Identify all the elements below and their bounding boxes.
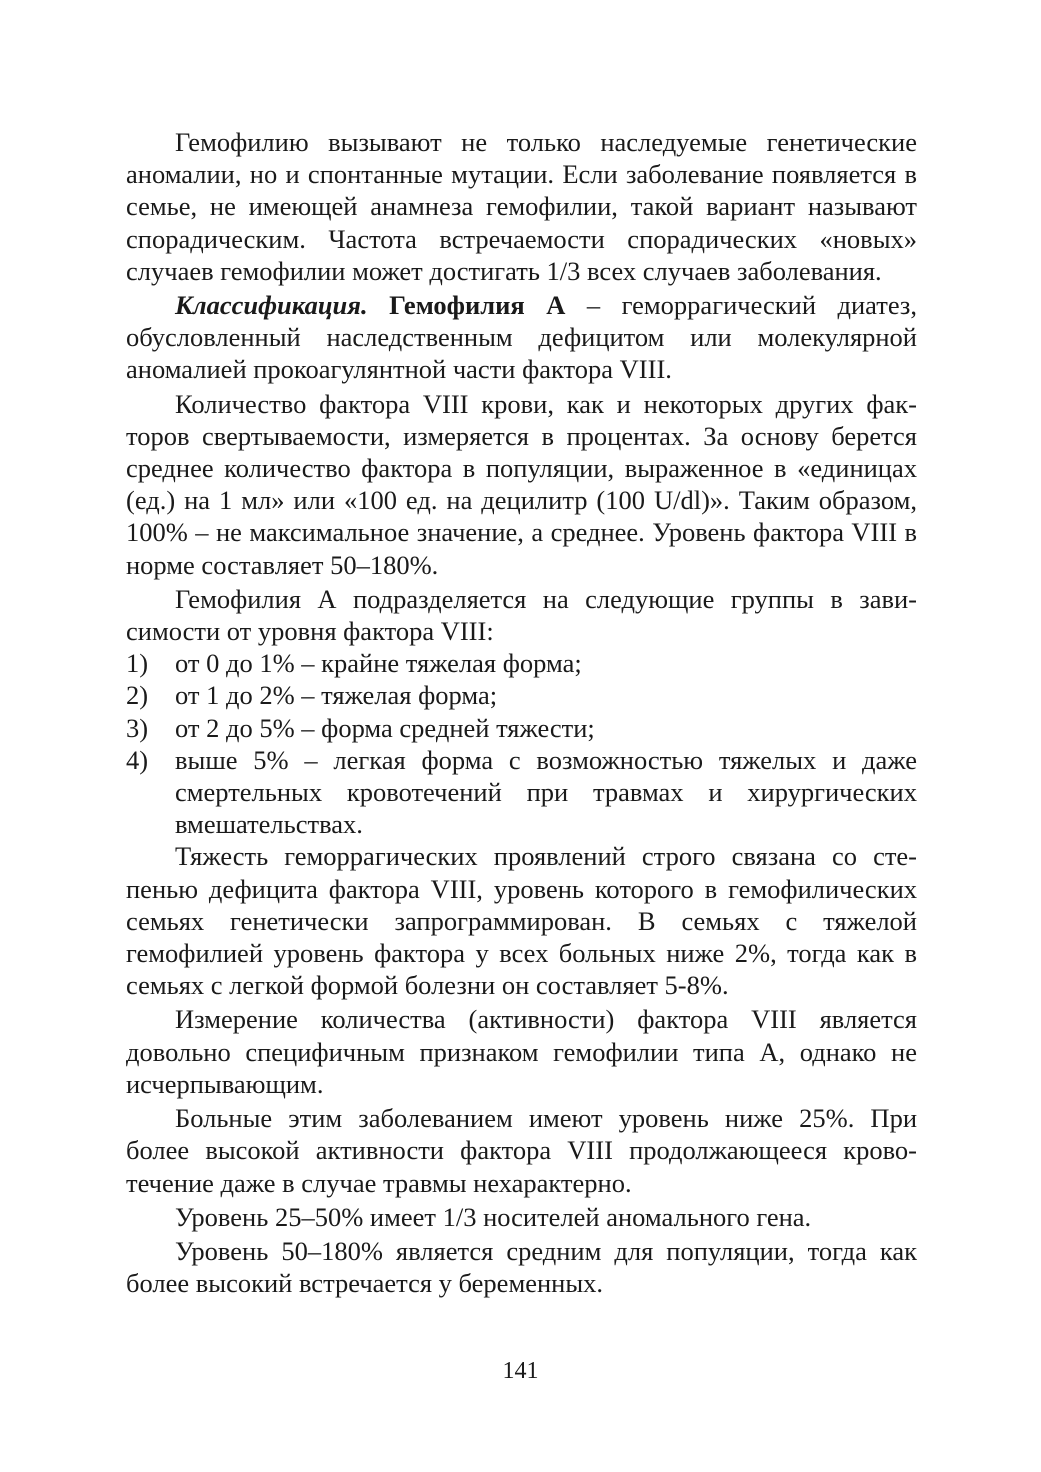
list-item-text: от 2 до 5% – форма средней тяжести; [175,712,595,743]
list-item [126,712,917,744]
list-item-text: от 0 до 1% – крайне тяжелая форма; [175,648,582,679]
classification-heading: Классификация. [175,290,368,321]
paragraph-hemophilia-causes: Гемофилию вызывают не только наследуемые генетические аномалии, но и спонтанные мутации. Если заболевание появляется в семье, не имеющей анамнеза гемофилии, такой вариант называют спорадическим. Частота встречаемости спорадических «новых» случаев гемофилии может достигать 1/3 всех случаев заболевания. [126,127,917,286]
list-item [126,647,917,679]
paragraph-classification [126,289,917,386]
list-item [126,679,917,711]
list-item-number: 1) [126,648,149,679]
page-body [126,126,917,1299]
paragraph-groups-intro: Гемофилия А подразделяется на следующие группы в зависимости от уровня фактора VIII: [126,583,917,647]
classification-definition: – геморрагический диатез, обусловленный наследственным дефицитом или молекулярной аномалией прокоагулянтной части фактора VIII. [126,290,917,385]
paragraph-level-below-25: Больные этим заболеванием имеют уровень ниже 25%. При более высокой активности фактора VIII продолжающееся кровотечение даже в случае травмы нехарактерно. [126,1103,917,1198]
list-item-text: выше 5% – легкая форма с возможностью тяжелых и даже смертельных кровотечений при травмах и хирургических вмешательствах. [175,744,917,840]
paragraph-level-25-50: Уровень 25–50% имеет 1/3 носителей аномального гена. [175,1201,812,1232]
paragraph-level-50-180: Уровень 50–180% является средним для популяции, тогда как более высокий встречается у беременных. [126,1235,917,1299]
classification-term: Гемофилия А [389,290,566,321]
list-item [126,744,917,841]
paragraph-factor-measurement: Количество фактора VIII крови, как и некоторых других факторов свертываемости, измеряется в процентах. За основу берется среднее количество фактора в популяции, выраженное в «единицах (ед.) на 1 мл» или «100 ед. на децилитр (100 U/dl)». Таким образом, 100% – не максимальное значение, а среднее. Уровень фактора VIII в норме составляет 50–180%. [126,388,917,580]
page-number: 141 [502,1358,539,1384]
list-item-number: 3) [126,712,149,743]
severity-groups-list [126,647,917,840]
list-item-number: 2) [126,680,149,711]
paragraph-activity-measurement: Измерение количества (активности) фактора VIII является довольно специфичным признаком гемофилии типа А, однако не исчерпывающим. [126,1004,917,1099]
list-item-number: 4) [126,744,149,775]
paragraph-severity-relation: Тяжесть геморрагических проявлений строго связана со степенью дефицита фактора VIII, уровень которого в гемофилических семьях генетически запрограммирован. В семьях с тяжелой гемофилией уровень фактора у всех больных ниже 2%, тогда как в семьях с легкой формой болезни он составляет 5-8%. [126,841,917,1001]
list-item-text: от 1 до 2% – тяжелая форма; [175,680,498,711]
